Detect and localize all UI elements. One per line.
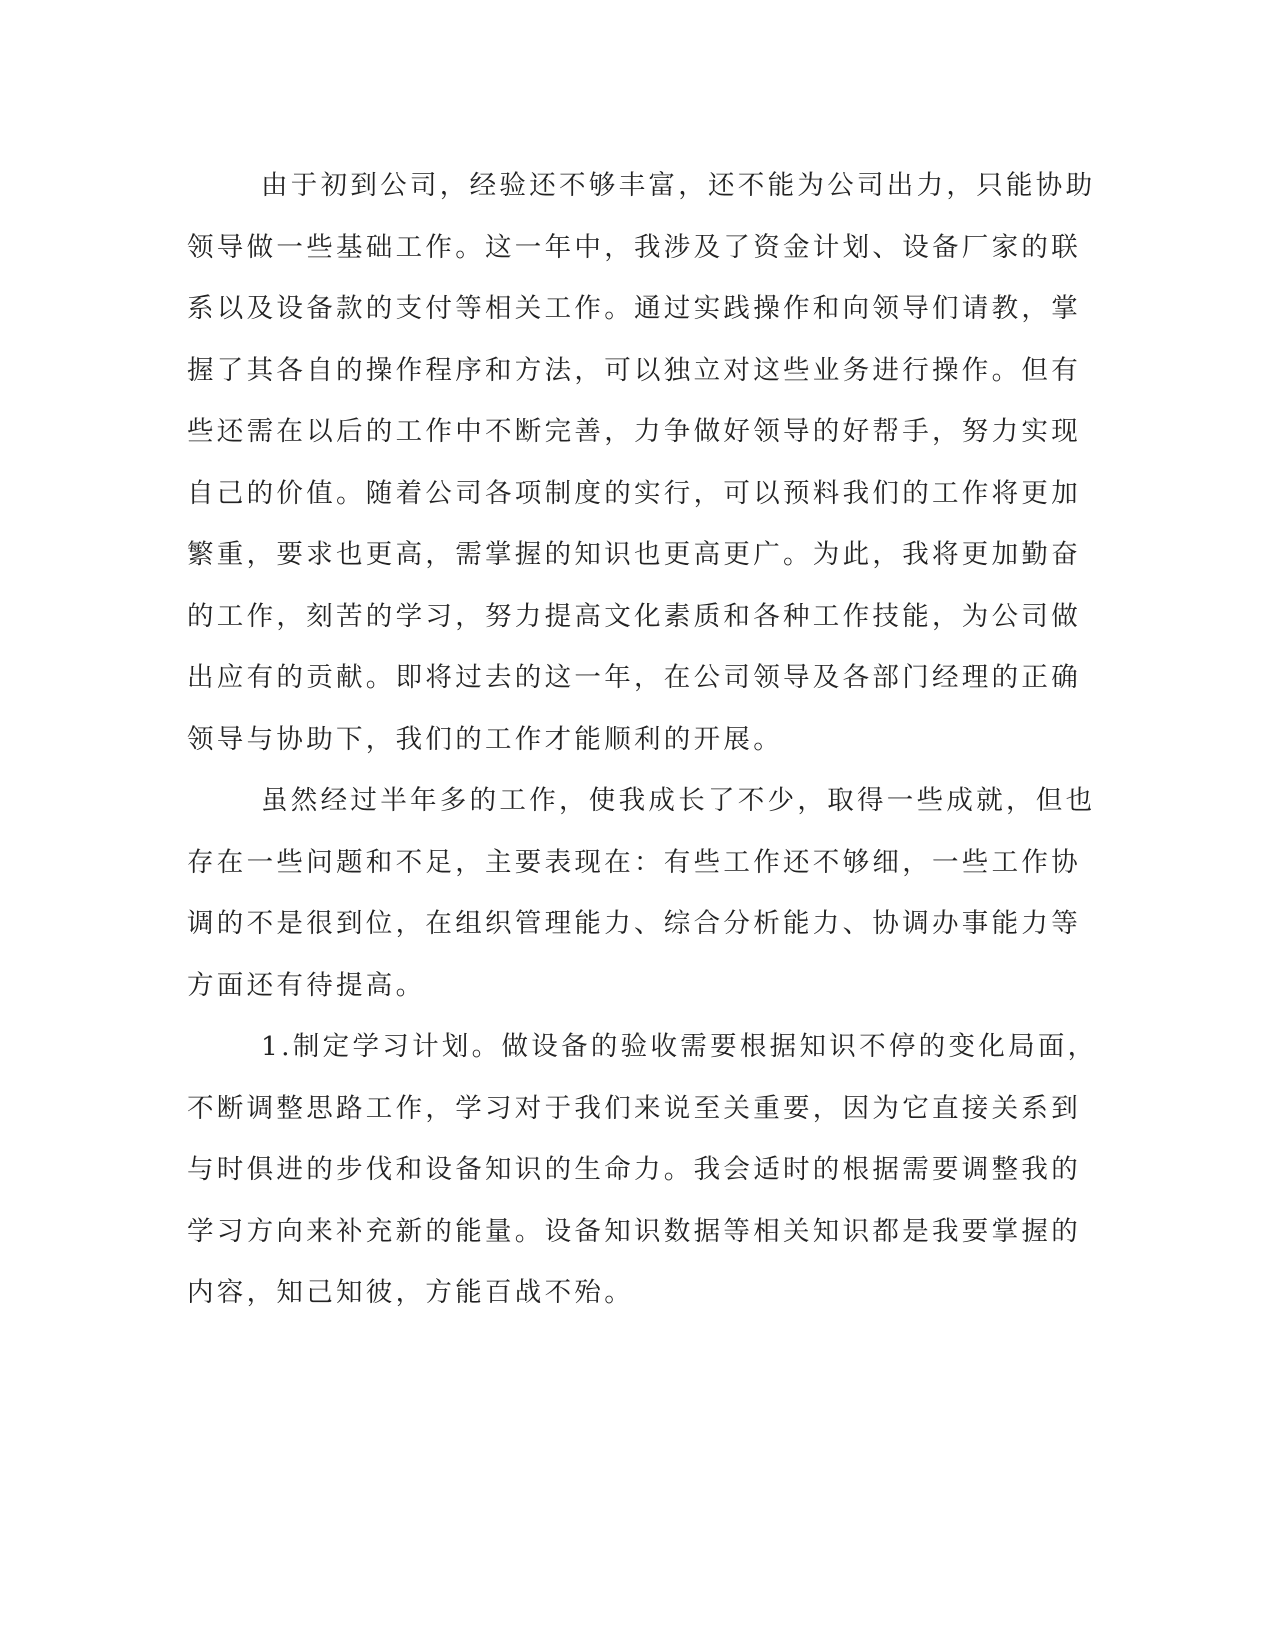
text-line: 系以及设备款的支付等相关工作。通过实践操作和向领导们请教，掌 (187, 293, 1081, 324)
text-line: 与时俱进的步伐和设备知识的生命力。我会适时的根据需要调整我的 (187, 1154, 1081, 1185)
text-line: 内容，知己知彼，方能百战不殆。 (187, 1277, 634, 1308)
paragraph-work-experience (187, 155, 1096, 770)
text-line: 1.制定学习计划。做设备的验收需要根据知识不停的变化局面， (261, 1031, 1098, 1062)
text-line: 领导做一些基础工作。这一年中，我涉及了资金计划、设备厂家的联 (187, 231, 1081, 263)
text-line: 由于初到公司，经验还不够丰富，还不能为公司出力，只能协助 (261, 170, 1096, 201)
text-line: 出应有的贡献。即将过去的这一年，在公司领导及各部门经理的正确 (187, 662, 1081, 693)
text-line: 学习方向来补充新的能量。设备知识数据等相关知识都是我要掌握的 (187, 1215, 1081, 1247)
text-line: 握了其各自的操作程序和方法，可以独立对这些业务进行操作。但有 (187, 354, 1081, 386)
paragraph-study-plan (187, 1016, 1098, 1324)
text-line: 领导与协助下，我们的工作才能顺利的开展。 (187, 723, 783, 755)
text-line: 些还需在以后的工作中不断完善，力争做好领导的好帮手，努力实现 (187, 416, 1081, 447)
text-line: 的工作，刻苦的学习，努力提高文化素质和各种工作技能，为公司做 (187, 600, 1081, 632)
text-line: 方面还有待提高。 (187, 969, 426, 1001)
document-body (187, 155, 1098, 1324)
text-line: 自己的价值。随着公司各项制度的实行，可以预料我们的工作将更加 (187, 477, 1081, 509)
text-line: 虽然经过半年多的工作，使我成长了不少，取得一些成就，但也 (261, 785, 1096, 816)
text-line: 不断调整思路工作，学习对于我们来说至关重要，因为它直接关系到 (187, 1092, 1081, 1124)
paragraph-shortcomings (187, 770, 1096, 1016)
text-line: 存在一些问题和不足，主要表现在：有些工作还不够细，一些工作协 (187, 846, 1081, 878)
text-line: 繁重，要求也更高，需掌握的知识也更高更广。为此，我将更加勤奋 (187, 539, 1081, 570)
text-line: 调的不是很到位，在组织管理能力、综合分析能力、协调办事能力等 (187, 908, 1081, 939)
